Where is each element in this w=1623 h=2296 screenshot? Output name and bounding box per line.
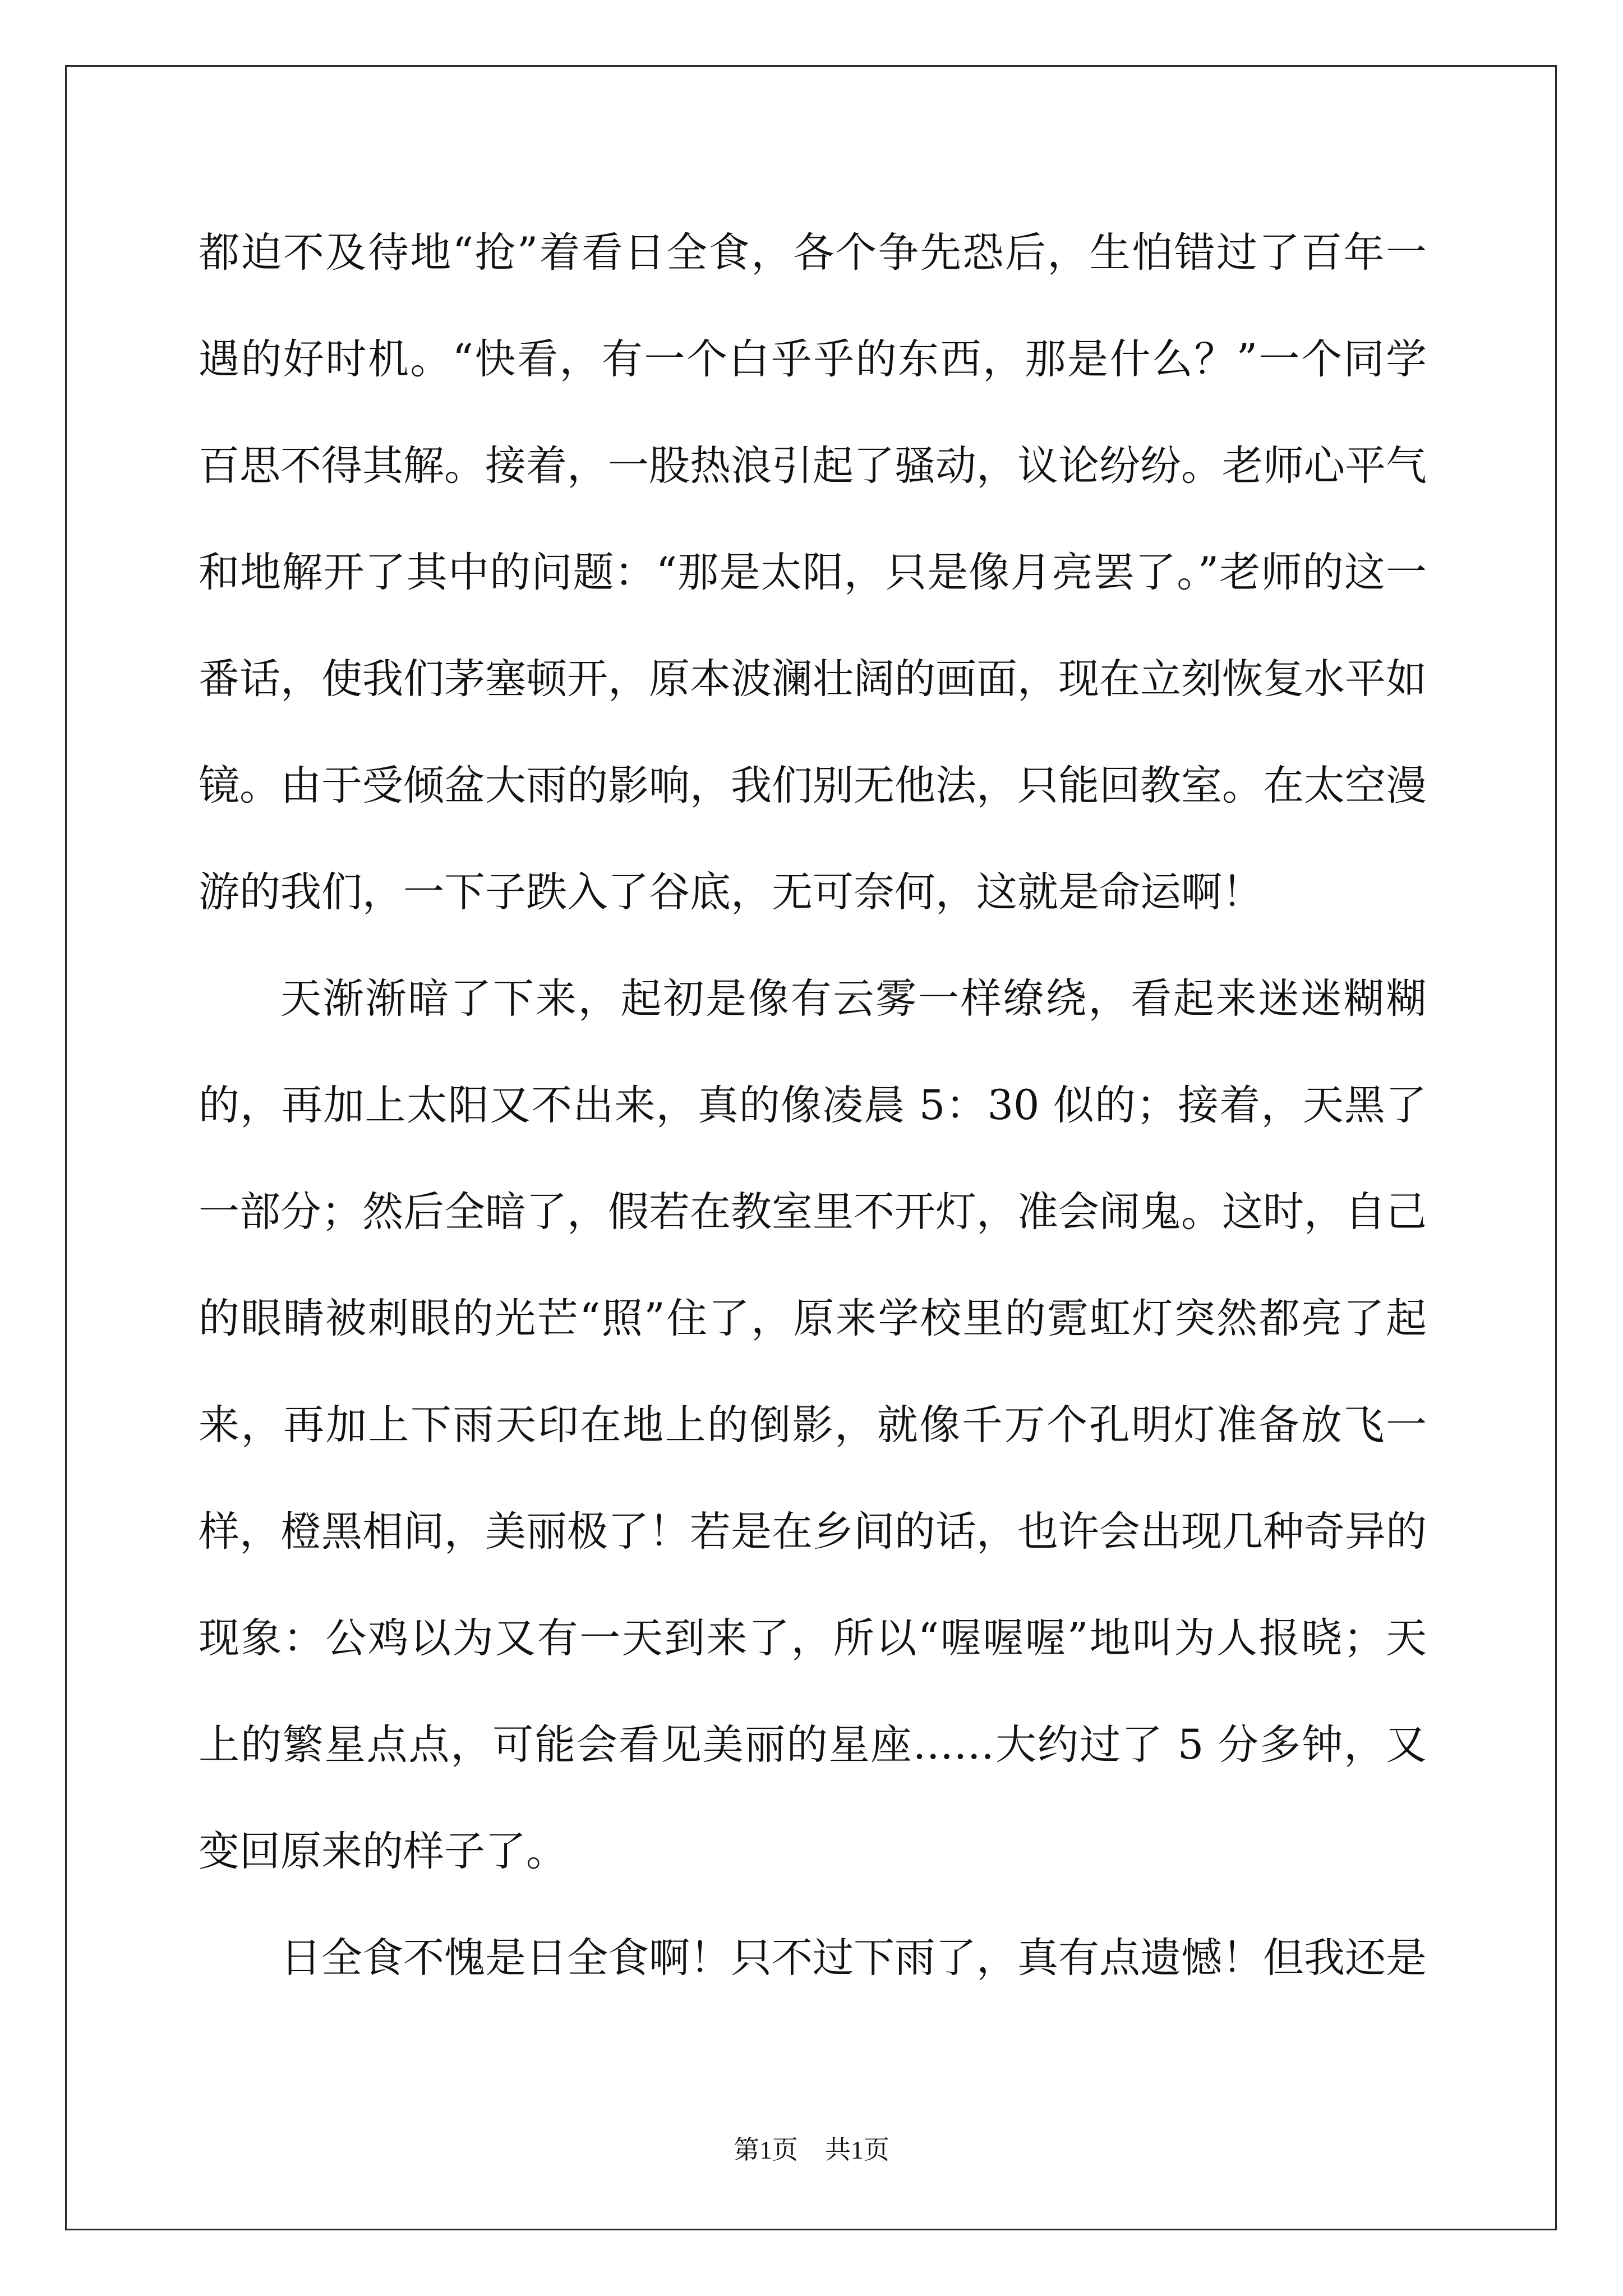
page-total: 共1页 bbox=[825, 2136, 889, 2164]
page-footer bbox=[0, 2133, 1623, 2167]
paragraph-3: 日全食不愧是日全食啊！只不过下雨了，真有点遗憾！但我还是 bbox=[280, 1934, 1427, 1982]
page-number: 第1页 bbox=[734, 2136, 798, 2164]
document-body bbox=[199, 200, 1427, 2012]
paragraph-2: 天渐渐暗了下来，起初是像有云雾一样缭绕，看起来迷迷糊糊的，再加上太阳又不出来，真的像凌晨 5：30 似的；接着，天黑了一部分；然后全暗了，假若在教室里不开灯，准会闹鬼。这时，自己的眼睛被刺眼的光芒“照”住了，原来学校里的霓虹灯突然都亮了起来，再加上下雨天印在地上的倒影，就像千万个孔明灯准备放飞一样，橙黑相间，美丽极了！若是在乡间的话，也许会出现几种奇异的现象：公鸡以为又有一天到来了，所以“喔喔喔”地叫为人报晓；天上的繁星点点，可能会看见美丽的星座……大约过了 5 分多钟，又变回原来的样子了。 bbox=[199, 975, 1427, 1875]
paragraph-1: 都迫不及待地“抢”着看日全食，各个争先恐后，生怕错过了百年一遇的好时机。“快看，有一个白乎乎的东西，那是什么？”一个同学百思不得其解。接着，一股热浪引起了骚动，议论纷纷。老师心平气和地解开了其中的问题：“那是太阳，只是像月亮罢了。”老师的这一番话，使我们茅塞顿开，原本波澜壮阔的画面，现在立刻恢复水平如镜。由于受倾盆大雨的影响，我们别无他法，只能回教室。在太空漫游的我们，一下子跌入了谷底，无可奈何，这就是命运啊！ bbox=[199, 229, 1427, 916]
